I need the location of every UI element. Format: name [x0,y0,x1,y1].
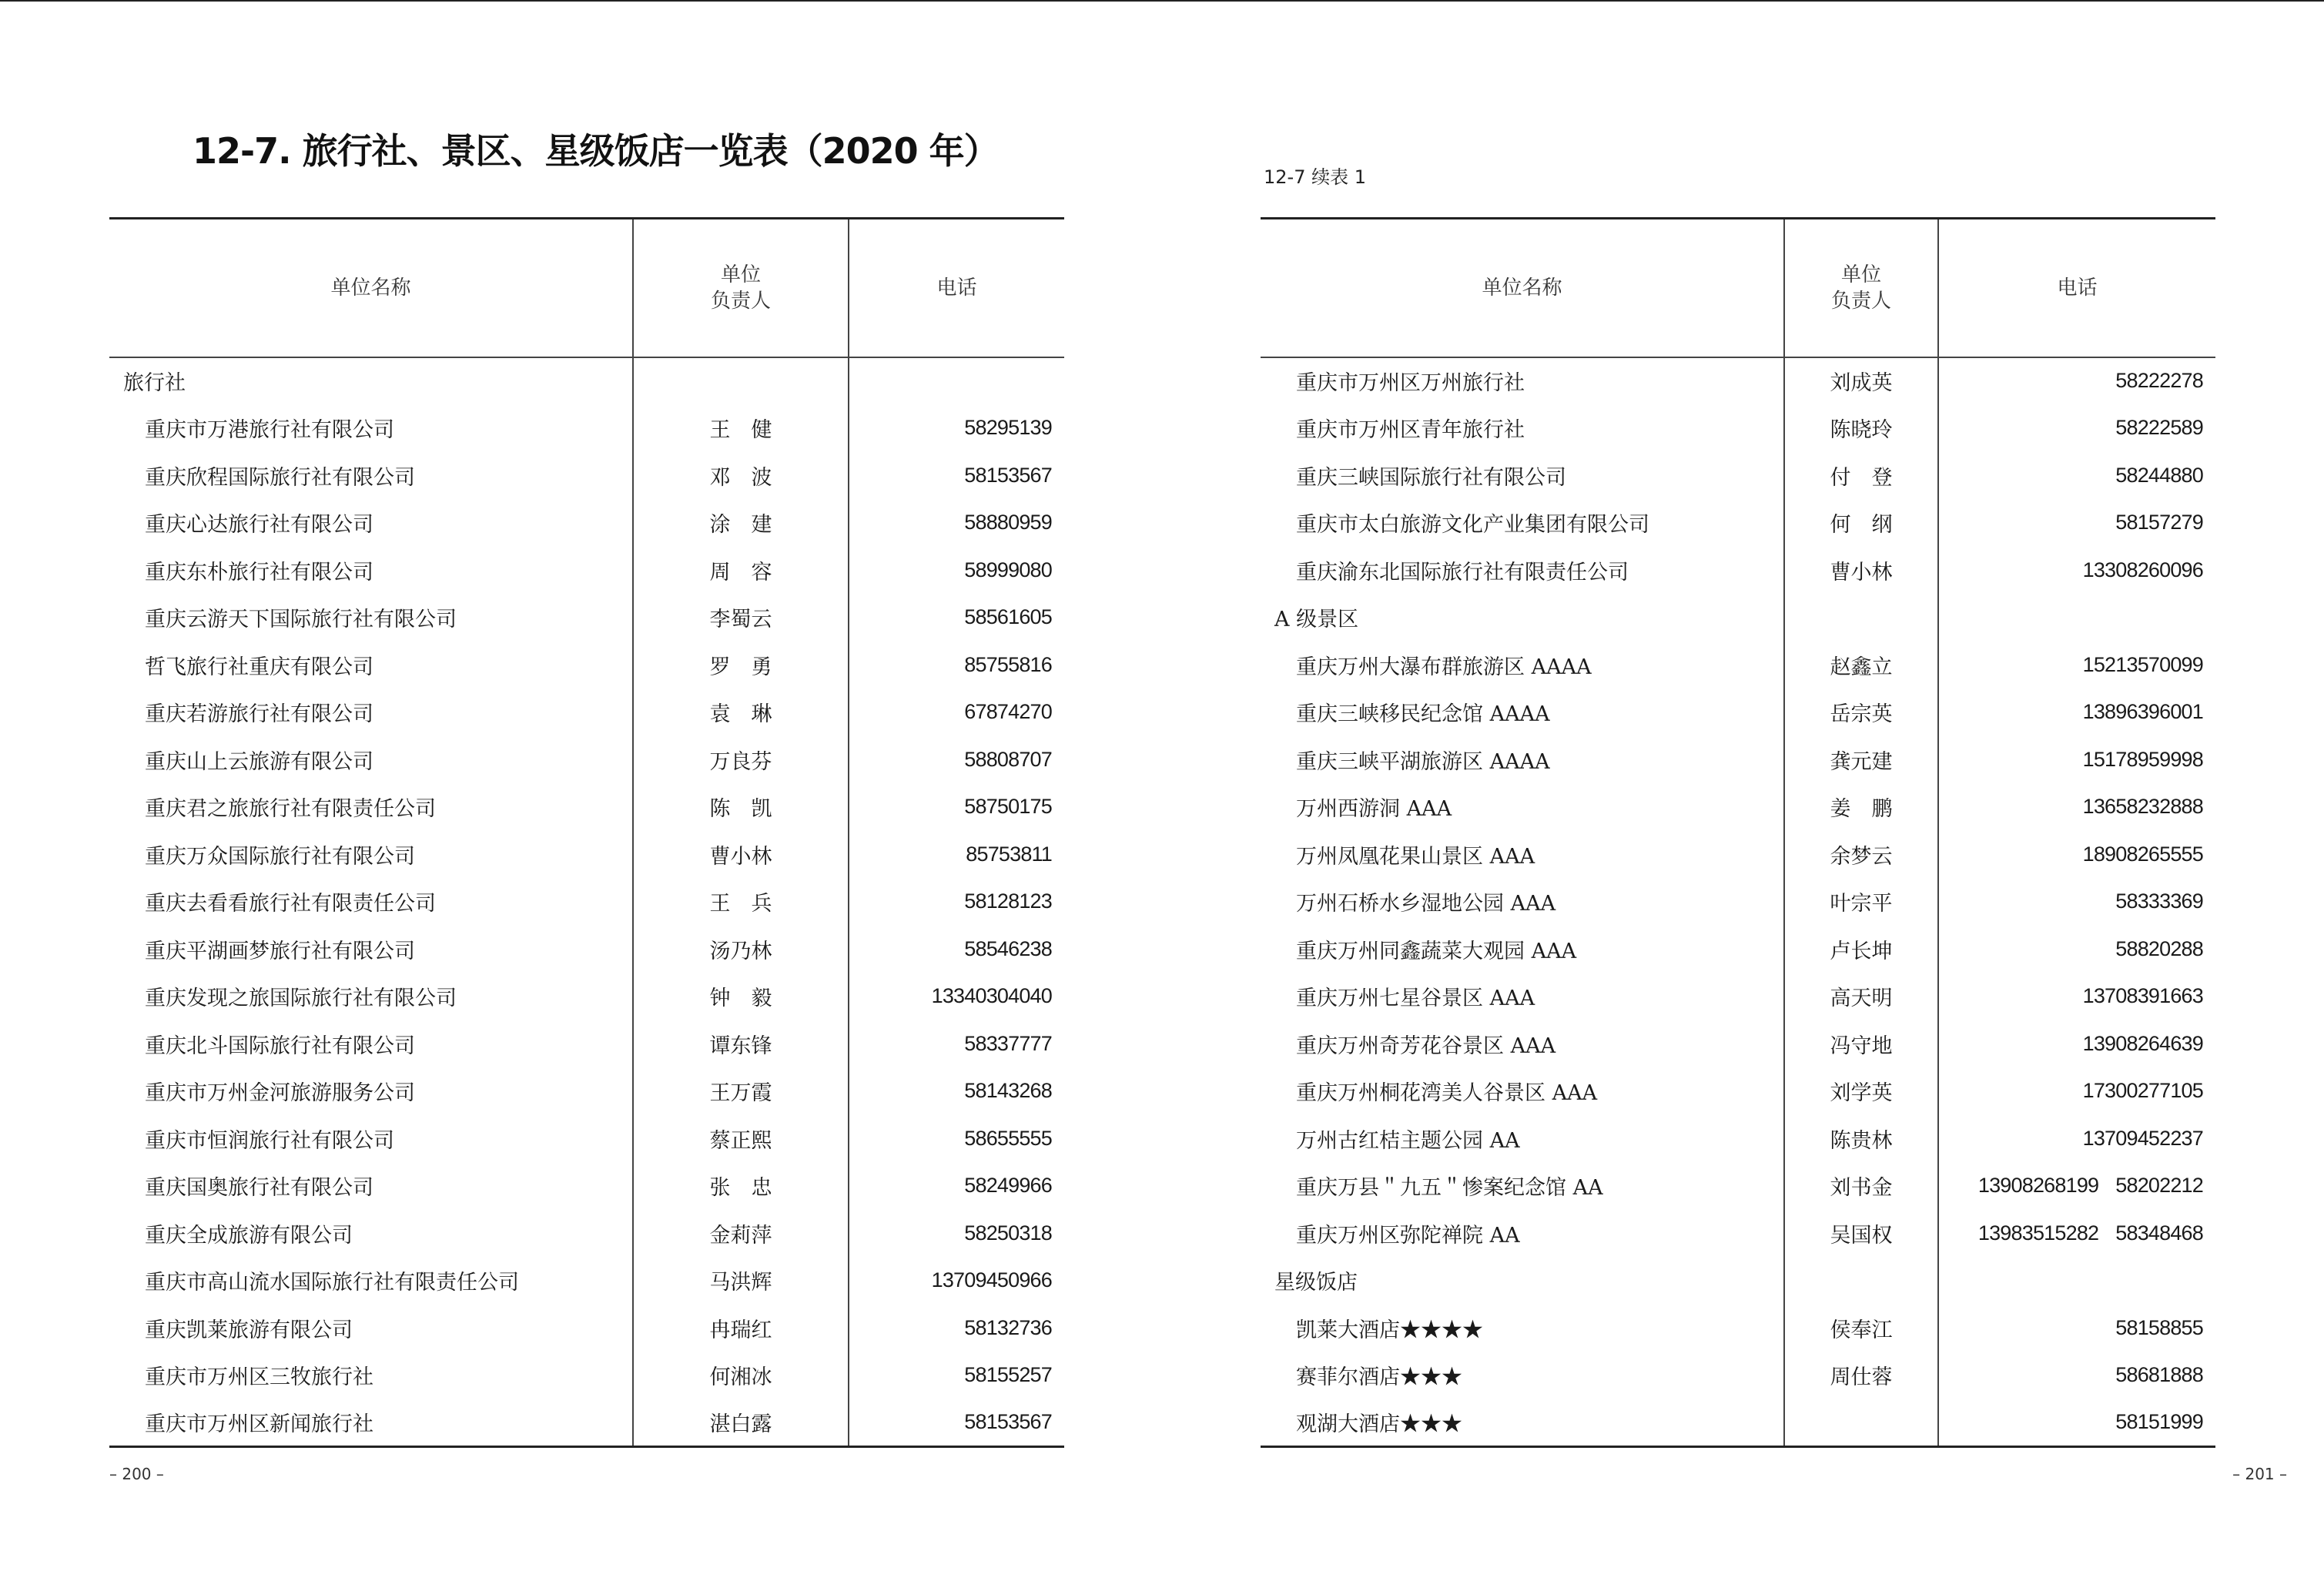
empty-cell [1938,1257,2215,1305]
header-person-line1: 单位 [720,263,761,286]
phone-number: 67874270 [964,700,1052,724]
phone-number: 58151999 [2115,1410,2203,1433]
page-number: – 200 – [109,1465,164,1483]
empty-cell [633,357,849,405]
phone-cell [849,1210,1064,1258]
unit-name: 重庆平湖画梦旅行社有限公司 [145,939,415,963]
person-in-charge: 邓 波 [633,452,849,500]
table-row [1261,688,2215,736]
header-person [1784,219,1938,357]
phone-number: 58295139 [964,416,1052,440]
phone-number: 58132736 [964,1315,1052,1339]
page-right [1162,0,2324,1588]
table-row [109,783,1064,831]
person-in-charge: 张 忠 [633,1162,849,1210]
phone-cell [1938,1162,2215,1210]
unit-name: 重庆全成旅游有限公司 [145,1223,353,1248]
table-row [1261,1162,2215,1210]
person-in-charge: 王 健 [633,404,849,452]
table-row [1261,736,2215,784]
table-row [1261,1399,2215,1447]
table-row [109,1115,1064,1163]
unit-name: 重庆市万州区三牧旅行社 [145,1365,373,1390]
phone-cell [849,594,1064,642]
person-in-charge: 王 兵 [633,878,849,926]
phone-cell [1938,1115,2215,1163]
empty-cell [1938,594,2215,642]
phone-cell [1938,783,2215,831]
unit-name: 重庆万州同鑫蔬菜大观园 AAA [1296,939,1577,963]
unit-name: 重庆万州奇芳花谷景区 AAA [1296,1034,1556,1058]
phone-number: 13308260096 [2082,558,2203,581]
category-row [1261,1257,2215,1305]
phone-number: 58153567 [964,463,1052,487]
unit-name: 重庆若游旅行社有限公司 [145,702,373,727]
person-in-charge [1784,1399,1938,1447]
unit-name: 重庆云游天下国际旅行社有限公司 [145,608,457,632]
phone-number: 58561605 [964,605,1052,629]
phone-number: 18908265555 [2082,842,2203,866]
phone-cell [849,1067,1064,1115]
table-row [109,878,1064,926]
person-in-charge: 卢长坤 [1784,926,1938,973]
table-header-row [109,219,1064,357]
person-in-charge: 刘书金 [1784,1162,1938,1210]
header-phone: 电话 [1938,219,2215,357]
phone-cell [1938,878,2215,926]
person-in-charge: 付 登 [1784,452,1938,500]
table-row [109,736,1064,784]
phone-number: 58820288 [2115,936,2203,960]
person-in-charge: 陈 凯 [633,783,849,831]
phone-cell [849,642,1064,689]
category-row [109,357,1064,405]
phone-number: 13709450966 [931,1268,1052,1292]
unit-name: 重庆东朴旅行社有限公司 [145,560,373,585]
person-in-charge: 冉瑞红 [633,1305,849,1352]
person-in-charge: 何 纲 [1784,499,1938,547]
phone-number: 58222589 [2115,416,2203,440]
person-in-charge: 汤乃林 [633,926,849,973]
unit-name: 万州西游洞 AAA [1296,797,1452,822]
phone-cell [849,1399,1064,1447]
person-in-charge: 金莉萍 [633,1210,849,1258]
unit-name: 凯莱大酒店★★★★ [1296,1318,1483,1342]
unit-name: 万州凤凰花果山景区 AAA [1296,844,1535,869]
table-row [1261,452,2215,500]
unit-name: 观湖大酒店★★★ [1261,1399,1784,1447]
table-row [109,642,1064,689]
table-row [109,926,1064,973]
header-person [633,219,849,357]
phone-number: 58880959 [964,511,1052,534]
phone-cell [849,452,1064,500]
phone-number: 13896396001 [2082,700,2203,724]
unit-name: 重庆发现之旅国际旅行社有限公司 [145,987,457,1011]
unit-name: 重庆君之旅旅行社有限责任公司 [145,797,436,822]
empty-cell [1784,1257,1938,1305]
phone-cell [1938,688,2215,736]
phone-cell [1938,404,2215,452]
category-row [1261,594,2215,642]
phone-number: 15213570099 [2082,652,2203,676]
person-in-charge: 湛白露 [633,1399,849,1447]
person-in-charge: 龚元建 [1784,736,1938,784]
category-label: 旅行社 [123,371,186,396]
category-label: 星级饭店 [1274,1271,1358,1295]
phone-cell [849,1162,1064,1210]
empty-cell [1784,594,1938,642]
unit-name: 重庆去看看旅行社有限责任公司 [145,892,436,916]
unit-name: 重庆欣程国际旅行社有限公司 [145,465,415,490]
unit-name: 重庆市恒润旅行社有限公司 [145,1128,394,1153]
person-in-charge: 冯守地 [1784,1020,1938,1068]
phone-cell [1938,831,2215,879]
phone-number: 13340304040 [931,984,1052,1008]
phone-number: 13709452237 [2082,1126,2203,1150]
phone-cell [849,1305,1064,1352]
table-row [1261,783,2215,831]
person-in-charge: 周仕蓉 [1784,1352,1938,1399]
phone-number-secondary: 58202212 [2115,1174,2203,1198]
empty-cell [849,357,1064,405]
phone-number: 13908268199 [1977,1174,2099,1198]
table-row [1261,1115,2215,1163]
person-in-charge: 刘成英 [1784,357,1938,405]
phone-cell [1938,973,2215,1020]
table-row [1261,499,2215,547]
phone-number: 58143268 [964,1079,1052,1103]
table-row [109,1352,1064,1399]
phone-number: 58153567 [964,1410,1052,1433]
table-row [1261,1352,2215,1399]
table-row [1261,878,2215,926]
phone-cell [1938,1067,2215,1115]
person-in-charge: 万良芬 [633,736,849,784]
person-in-charge: 陈贵林 [1784,1115,1938,1163]
unit-name: 重庆市万州区万州旅行社 [1296,371,1525,396]
table-row [1261,973,2215,1020]
unit-name: 重庆国奥旅行社有限公司 [145,1176,373,1201]
person-in-charge: 周 容 [633,547,849,595]
phone-cell [1938,736,2215,784]
table-row [109,499,1064,547]
table-row [109,688,1064,736]
continuation-title: 12-7 续表 1 [1264,166,1366,188]
person-in-charge: 何湘冰 [633,1352,849,1399]
phone-number: 58999080 [964,558,1052,581]
page-title: 12-7. 旅行社、景区、星级饭店一览表（2020 年） [193,130,999,172]
page-number: – 201 – [2232,1465,2287,1483]
phone-number: 58333369 [2115,889,2203,913]
unit-name: 重庆凯莱旅游有限公司 [145,1318,353,1342]
person-in-charge: 王万霞 [633,1067,849,1115]
phone-number: 58750175 [964,795,1052,819]
person-in-charge: 曹小林 [633,831,849,879]
unit-name: 重庆万众国际旅行社有限公司 [145,844,415,869]
unit-name: 重庆三峡国际旅行社有限公司 [1296,465,1566,490]
unit-name: 重庆山上云旅游有限公司 [145,749,373,774]
unit-name: 重庆市太白旅游文化产业集团有限公司 [1296,513,1649,538]
unit-name: 赛菲尔酒店★★★ [1296,1365,1462,1390]
person-in-charge: 叶宗平 [1784,878,1938,926]
phone-cell [1938,1305,2215,1352]
phone-number: 58128123 [964,889,1052,913]
table-row [1261,547,2215,595]
unit-name: 万州石桥水乡湿地公园 AAA [1296,892,1556,916]
phone-number: 85753811 [966,842,1052,866]
phone-number-secondary: 58348468 [2115,1221,2203,1245]
header-phone: 电话 [849,219,1064,357]
unit-name: 哲飞旅行社重庆有限公司 [145,655,373,679]
phone-number: 15178959998 [2082,747,2203,771]
table-row [109,452,1064,500]
phone-cell [1938,547,2215,595]
table-row [109,1257,1064,1305]
phone-cell [1938,1352,2215,1399]
phone-number: 13708391663 [2082,984,2203,1008]
header-person-line2: 负责人 [1830,289,1891,313]
directory-table-right [1261,217,2215,1448]
directory-table-left [109,217,1064,1448]
phone-number: 58546238 [964,936,1052,960]
header-person-line1: 单位 [1840,263,1881,286]
phone-number: 58222278 [2115,369,2203,393]
phone-cell [1938,499,2215,547]
phone-number: 85755816 [964,652,1052,676]
person-in-charge: 吴国权 [1784,1210,1938,1258]
unit-name: 重庆三峡移民纪念馆 AAAA [1296,702,1550,727]
unit-name: 重庆市万州区青年旅行社 [1296,418,1525,443]
category-label: A 级景区 [1274,608,1359,632]
table-row [1261,926,2215,973]
person-in-charge: 姜 鹏 [1784,783,1938,831]
person-in-charge: 高天明 [1784,973,1938,1020]
unit-name: 万州古红桔主题公园 AA [1296,1128,1520,1153]
table-row [1261,831,2215,879]
person-in-charge: 涂 建 [633,499,849,547]
table-row [1261,1305,2215,1352]
phone-cell [849,973,1064,1020]
phone-number: 58155257 [964,1363,1052,1387]
unit-name: 重庆渝东北国际旅行社有限责任公司 [1296,560,1629,585]
phone-number: 58244880 [2115,463,2203,487]
phone-cell [849,547,1064,595]
phone-number: 13908264639 [2082,1031,2203,1055]
unit-name: 重庆三峡平湖旅游区 AAAA [1296,749,1550,774]
phone-cell [1938,1020,2215,1068]
phone-cell [1938,1210,2215,1258]
table-row [1261,1210,2215,1258]
phone-cell [849,404,1064,452]
phone-number: 58337777 [964,1031,1052,1055]
table-row [109,1020,1064,1068]
header-name: 单位名称 [109,219,633,357]
phone-cell [849,831,1064,879]
person-in-charge: 李蜀云 [633,594,849,642]
table-row [109,831,1064,879]
table-row [1261,1067,2215,1115]
table-row [109,404,1064,452]
phone-cell [849,688,1064,736]
phone-cell [849,1020,1064,1068]
phone-number: 58250318 [964,1221,1052,1245]
table-row [109,1162,1064,1210]
phone-cell [849,499,1064,547]
phone-number: 58158855 [2115,1315,2203,1339]
phone-cell [849,783,1064,831]
phone-cell [849,1352,1064,1399]
unit-name: 重庆市万港旅行社有限公司 [145,418,394,443]
person-in-charge: 马洪辉 [633,1257,849,1305]
phone-cell [849,1115,1064,1163]
phone-cell [1938,452,2215,500]
table-row [1261,642,2215,689]
table-row [109,1305,1064,1352]
person-in-charge: 刘学英 [1784,1067,1938,1115]
phone-number: 58249966 [964,1174,1052,1198]
phone-cell [1938,642,2215,689]
person-in-charge: 陈晓玲 [1784,404,1938,452]
phone-cell [849,1257,1064,1305]
table-row [1261,1020,2215,1068]
phone-cell [1938,1399,2215,1447]
person-in-charge: 蔡正熙 [633,1115,849,1163]
phone-cell [849,878,1064,926]
table-row [109,1399,1064,1447]
phone-number: 13658232888 [2082,795,2203,819]
unit-name: 重庆市高山流水国际旅行社有限责任公司 [145,1271,519,1295]
phone-cell [849,926,1064,973]
unit-name: 重庆万县＂九五＂惨案纪念馆 AA [1296,1176,1603,1201]
phone-number: 58655555 [964,1126,1052,1150]
phone-cell [1938,357,2215,405]
unit-name: 重庆万州区弥陀禅院 AA [1296,1223,1520,1248]
phone-number: 13983515282 [1977,1221,2099,1245]
table-row [109,1067,1064,1115]
person-in-charge: 赵鑫立 [1784,642,1938,689]
unit-name: 重庆万州桐花湾美人谷景区 AAA [1296,1081,1598,1106]
phone-number: 17300277105 [2082,1079,2203,1103]
phone-number: 58157279 [2115,511,2203,534]
table-row [109,547,1064,595]
header-person-line2: 负责人 [710,289,771,313]
phone-number: 58681888 [2115,1363,2203,1387]
person-in-charge: 袁 琳 [633,688,849,736]
table-row [109,973,1064,1020]
table-row [109,594,1064,642]
person-in-charge: 岳宗英 [1784,688,1938,736]
phone-number: 58808707 [964,747,1052,771]
table-row [109,1210,1064,1258]
unit-name: 重庆万州大瀑布群旅游区 AAAA [1296,655,1592,679]
person-in-charge: 谭东锋 [633,1020,849,1068]
unit-name: 重庆市万州区新闻旅行社 [109,1399,633,1447]
person-in-charge: 罗 勇 [633,642,849,689]
unit-name: 重庆北斗国际旅行社有限公司 [145,1034,415,1058]
unit-name: 重庆市万州金河旅游服务公司 [145,1081,415,1106]
table-header-row [1261,219,2215,357]
header-name: 单位名称 [1261,219,1784,357]
unit-name: 重庆万州七星谷景区 AAA [1296,987,1535,1011]
phone-cell [1938,926,2215,973]
table-row [1261,357,2215,405]
phone-cell [849,736,1064,784]
person-in-charge: 余梦云 [1784,831,1938,879]
person-in-charge: 侯奉江 [1784,1305,1938,1352]
unit-name: 重庆心达旅行社有限公司 [145,513,373,538]
person-in-charge: 曹小林 [1784,547,1938,595]
person-in-charge: 钟 毅 [633,973,849,1020]
table-row [1261,404,2215,452]
